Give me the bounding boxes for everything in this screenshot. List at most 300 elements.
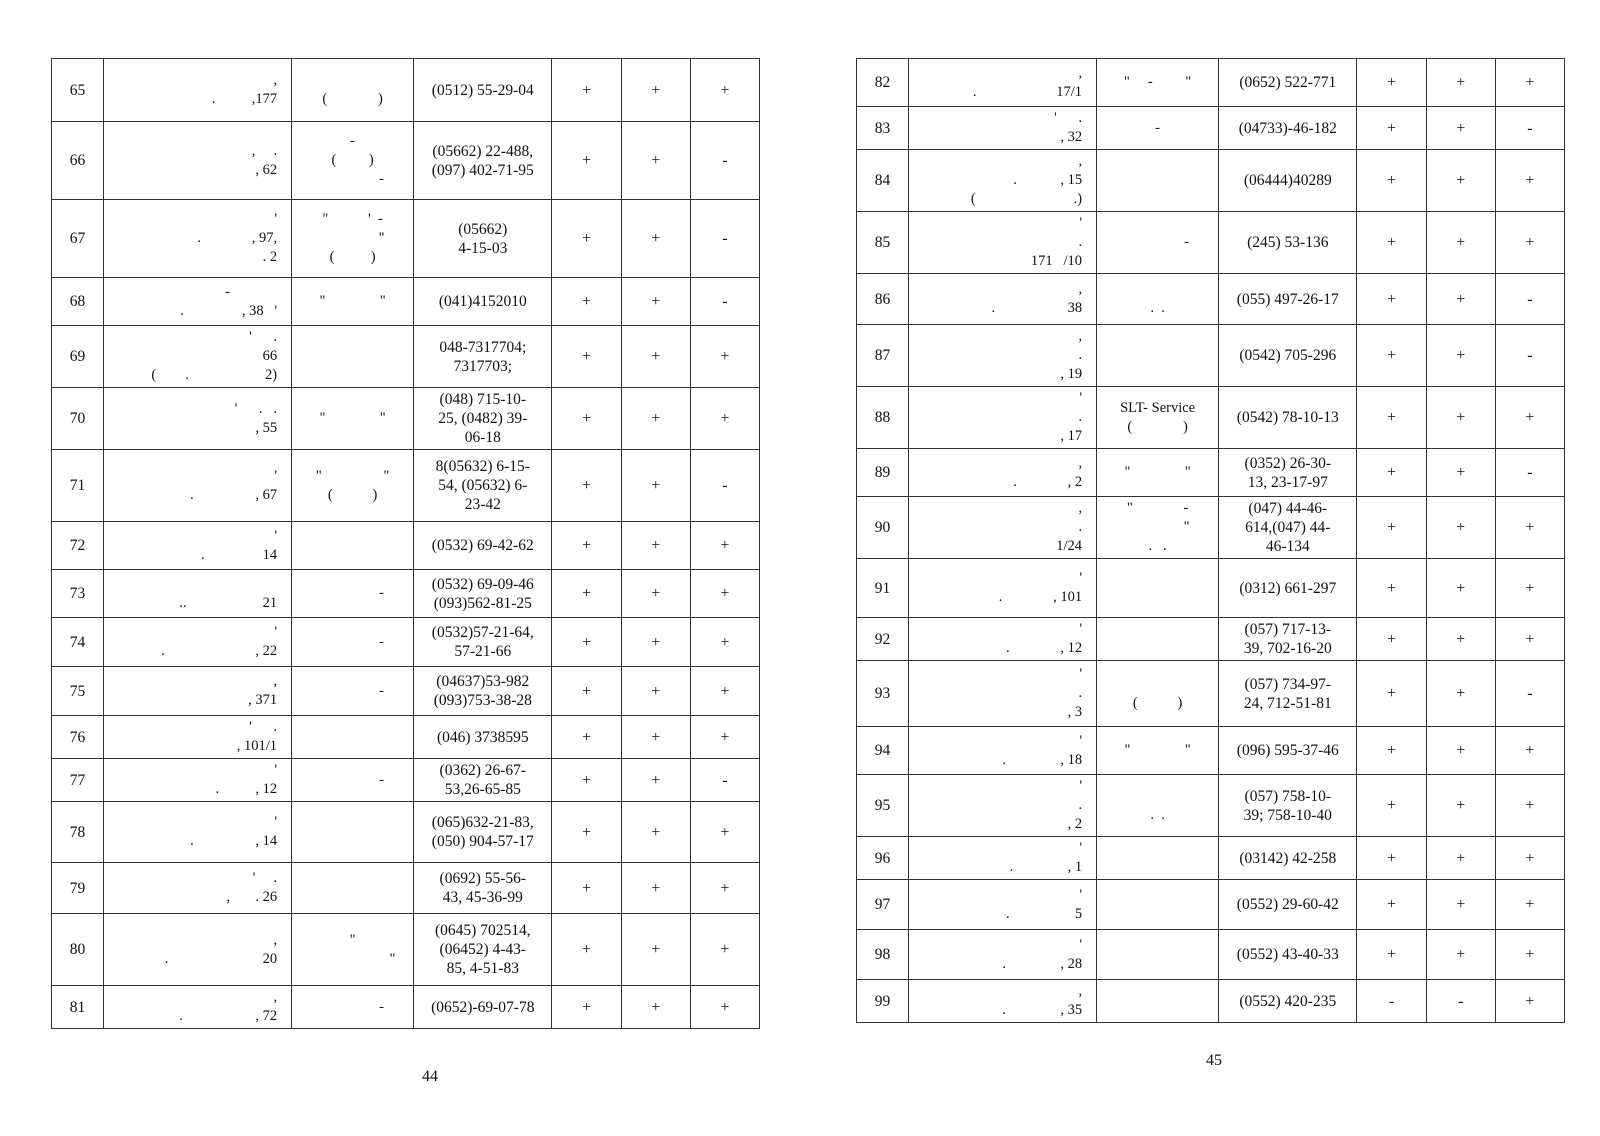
service-flag-2: + — [1426, 661, 1495, 727]
service-flag-1: + — [1357, 727, 1426, 775]
service-flag-2: + — [621, 388, 690, 450]
row-number: 89 — [857, 449, 909, 497]
company-text: ( ) — [1132, 694, 1183, 711]
table-row — [857, 497, 1565, 559]
table-row — [52, 863, 760, 914]
row-number: 99 — [857, 980, 909, 1023]
address-text: ' . , 32 — [1054, 110, 1083, 145]
phone-text: (0532)57-21-64, 57-21-66 — [431, 624, 534, 660]
service-flag-2: + — [1426, 150, 1495, 212]
phone-text: (06444)40289 — [1243, 172, 1332, 189]
phone-text: (047) 44-46- 614,(047) 44- 46-134 — [1245, 500, 1331, 555]
table-row — [857, 150, 1565, 212]
address-text: ' . , 28 — [1002, 936, 1083, 972]
company-text: ( ) — [322, 91, 383, 107]
row-number: 71 — [52, 450, 104, 522]
phone-cell — [414, 59, 552, 122]
address-text: ' . , 12 — [215, 762, 278, 797]
address-cell — [908, 727, 1096, 775]
row-number: 76 — [52, 716, 104, 759]
service-table — [856, 58, 1565, 1023]
table-body — [857, 59, 1565, 1023]
table-row — [857, 107, 1565, 150]
address-cell — [103, 667, 291, 716]
company-text: - — [321, 771, 385, 788]
service-flag-3: - — [690, 450, 759, 522]
address-text: , . , 35 — [1002, 983, 1083, 1018]
service-flag-2: + — [1426, 325, 1495, 387]
address-cell — [908, 930, 1096, 980]
phone-text: (0362) 26-67- 53,26-65-85 — [439, 762, 527, 798]
service-flag-2: + — [621, 802, 690, 863]
company-cell — [292, 200, 414, 278]
company-cell — [292, 914, 414, 986]
address-text: , . 38 — [991, 281, 1083, 316]
company-cell — [1097, 150, 1219, 212]
phone-text: (0512) 55-29-04 — [431, 81, 534, 99]
address-text: ' . , 12 — [1005, 621, 1083, 656]
phone-cell — [1219, 980, 1357, 1023]
phone-cell — [414, 450, 552, 522]
company-text: . . — [1150, 806, 1165, 823]
company-cell — [1097, 497, 1219, 559]
service-flag-3: + — [690, 618, 759, 667]
address-cell — [103, 570, 291, 618]
phone-text: (065)632-21-83, (050) 904-57-17 — [431, 814, 534, 850]
service-flag-2: + — [621, 914, 690, 986]
company-cell — [1097, 107, 1219, 150]
phone-cell — [414, 326, 552, 388]
table-row — [857, 387, 1565, 449]
company-cell — [1097, 618, 1219, 661]
company-cell — [292, 278, 414, 326]
address-cell — [103, 388, 291, 450]
table-row — [857, 449, 1565, 497]
address-text: .. 21 — [179, 594, 278, 611]
phone-cell — [1219, 150, 1357, 212]
service-flag-3: + — [690, 326, 759, 388]
address-text: , . , 19 — [1060, 328, 1083, 382]
service-flag-3: - — [690, 122, 759, 200]
address-text: , . , 15 ( .) — [970, 153, 1083, 207]
service-flag-1: + — [1357, 930, 1426, 980]
table-row — [52, 570, 760, 618]
phone-cell — [1219, 59, 1357, 107]
service-flag-1: + — [552, 570, 621, 618]
phone-text: (046) 3738595 — [436, 728, 529, 746]
row-number: 65 — [52, 59, 104, 122]
table-row — [857, 775, 1565, 837]
row-number: 93 — [857, 661, 909, 727]
address-text: ' . , 18 — [1002, 732, 1083, 768]
phone-text: (0532) 69-09-46 (093)562-81-25 — [431, 575, 534, 612]
address-cell — [908, 775, 1096, 837]
table-row — [857, 880, 1565, 930]
service-flag-3: + — [1495, 387, 1564, 449]
phone-cell — [1219, 930, 1357, 980]
service-flag-2: + — [621, 200, 690, 278]
phone-cell — [414, 522, 552, 570]
company-cell — [292, 667, 414, 716]
service-flag-3: - — [1495, 661, 1564, 727]
company-cell — [292, 122, 414, 200]
table-row — [52, 59, 760, 122]
phone-text: (055) 497-26-17 — [1236, 290, 1339, 308]
phone-text: (05662) 4-15-03 — [458, 220, 508, 257]
service-flag-1: + — [552, 667, 621, 716]
service-flag-3: + — [1495, 930, 1564, 980]
phone-cell — [414, 570, 552, 618]
phone-text: (0542) 78-10-13 — [1236, 409, 1339, 426]
service-flag-2: + — [621, 450, 690, 522]
service-flag-1: + — [1357, 880, 1426, 930]
phone-cell — [1219, 387, 1357, 449]
address-cell — [103, 863, 291, 914]
address-text: , . , 62 — [251, 142, 278, 178]
service-flag-2: + — [1426, 274, 1495, 325]
table-row — [52, 450, 760, 522]
page-number: 45 — [1206, 1052, 1222, 1069]
company-text: " ' - " ( ) — [322, 211, 385, 265]
company-text: " " — [319, 410, 386, 426]
service-flag-2: - — [1426, 980, 1495, 1023]
row-number: 66 — [52, 122, 104, 200]
address-text: - . , 38 ' — [180, 283, 278, 319]
service-flag-1: + — [552, 122, 621, 200]
address-cell — [103, 122, 291, 200]
service-flag-3: + — [690, 388, 759, 450]
service-flag-3: + — [690, 570, 759, 618]
company-text: SLT- Service ( ) — [1120, 399, 1196, 435]
address-cell — [908, 59, 1096, 107]
phone-cell — [1219, 727, 1357, 775]
service-flag-3: - — [1495, 107, 1564, 150]
service-flag-1: + — [552, 914, 621, 986]
service-flag-2: + — [1426, 559, 1495, 618]
row-number: 81 — [52, 986, 104, 1029]
company-cell — [1097, 661, 1219, 727]
address-cell — [103, 716, 291, 759]
phone-text: (04733)-46-182 — [1238, 119, 1337, 137]
company-text: - — [1126, 234, 1190, 250]
phone-text: (041)4152010 — [438, 293, 527, 310]
address-text: , . ,177 — [211, 72, 278, 107]
service-flag-3: + — [690, 716, 759, 759]
company-cell — [1097, 274, 1219, 325]
address-text: , . 1/24 — [1056, 500, 1083, 554]
phone-cell — [1219, 449, 1357, 497]
address-cell — [103, 326, 291, 388]
service-flag-2: + — [621, 618, 690, 667]
service-flag-1: + — [1357, 559, 1426, 618]
address-text: ' . , 101 — [998, 570, 1083, 605]
service-flag-1: + — [552, 716, 621, 759]
service-flag-3: + — [690, 667, 759, 716]
phone-text: (04637)53-982 (093)753-38-28 — [433, 673, 532, 709]
row-number: 85 — [857, 212, 909, 274]
table-row — [857, 59, 1565, 107]
company-text: " - " — [1123, 74, 1192, 90]
row-number: 75 — [52, 667, 104, 716]
phone-cell — [414, 122, 552, 200]
phone-cell — [1219, 107, 1357, 150]
service-flag-1: + — [1357, 775, 1426, 837]
address-cell — [103, 618, 291, 667]
table-row — [52, 759, 760, 802]
table-row — [52, 326, 760, 388]
phone-text: (096) 595-37-46 — [1236, 742, 1339, 759]
table-row — [52, 986, 760, 1029]
service-flag-1: + — [1357, 59, 1426, 107]
company-text: " " — [349, 931, 396, 967]
phone-cell — [414, 667, 552, 716]
service-flag-1: + — [552, 326, 621, 388]
service-flag-3: - — [1495, 325, 1564, 387]
service-flag-2: + — [621, 716, 690, 759]
row-number: 78 — [52, 802, 104, 863]
service-flag-3: - — [690, 200, 759, 278]
phone-text: (245) 53-136 — [1247, 234, 1329, 251]
phone-cell — [414, 759, 552, 802]
company-cell — [1097, 980, 1219, 1023]
row-number: 86 — [857, 274, 909, 325]
phone-text: (05662) 22-488, (097) 402-71-95 — [431, 142, 534, 179]
address-cell — [103, 59, 291, 122]
table-row — [52, 802, 760, 863]
phone-cell — [414, 863, 552, 914]
address-text: ' . , 3 — [1067, 666, 1083, 720]
phone-cell — [1219, 618, 1357, 661]
company-cell — [292, 59, 414, 122]
company-text: . . — [1150, 300, 1165, 316]
address-text: ' . . , 55 — [234, 400, 278, 436]
row-number: 77 — [52, 759, 104, 802]
service-flag-1: + — [552, 59, 621, 122]
service-flag-1: + — [1357, 325, 1426, 387]
service-flag-1: + — [552, 986, 621, 1029]
service-flag-1: + — [552, 863, 621, 914]
phone-cell — [1219, 661, 1357, 727]
company-text: " " — [319, 293, 386, 309]
table-row — [52, 716, 760, 759]
company-cell — [1097, 559, 1219, 618]
row-number: 83 — [857, 107, 909, 150]
address-text: ' . , 97, . 2 — [197, 211, 278, 265]
address-cell — [103, 450, 291, 522]
service-flag-2: + — [1426, 930, 1495, 980]
table-row — [857, 980, 1565, 1023]
phone-cell — [414, 986, 552, 1029]
company-cell — [292, 759, 414, 802]
service-flag-3: + — [1495, 980, 1564, 1023]
phone-cell — [1219, 559, 1357, 618]
company-cell — [1097, 449, 1219, 497]
service-flag-2: + — [621, 570, 690, 618]
row-number: 80 — [52, 914, 104, 986]
phone-text: (057) 758-10- 39; 758-10-40 — [1243, 787, 1332, 824]
phone-text: (057) 717-13- 39, 702-16-20 — [1243, 621, 1332, 657]
company-cell — [292, 863, 414, 914]
company-cell — [292, 570, 414, 618]
company-text: - — [1155, 119, 1161, 136]
address-cell — [908, 212, 1096, 274]
service-flag-1: + — [552, 522, 621, 570]
address-text: ' . , . 26 — [226, 870, 278, 905]
phone-text: (0542) 705-296 — [1239, 347, 1337, 364]
company-cell — [292, 618, 414, 667]
service-flag-3: - — [690, 278, 759, 326]
service-flag-2: + — [621, 986, 690, 1029]
table-body — [52, 59, 760, 1029]
page-number: 44 — [422, 1068, 438, 1085]
address-cell — [908, 497, 1096, 559]
phone-cell — [414, 200, 552, 278]
phone-text: (0552) 43-40-33 — [1236, 946, 1339, 963]
company-cell — [292, 986, 414, 1029]
phone-cell — [1219, 497, 1357, 559]
phone-cell — [414, 914, 552, 986]
company-cell — [292, 388, 414, 450]
phone-text: (048) 715-10- 25, (0482) 39- 06-18 — [438, 391, 528, 446]
table-row — [857, 274, 1565, 325]
company-cell — [1097, 59, 1219, 107]
service-flag-2: + — [1426, 59, 1495, 107]
row-number: 90 — [857, 497, 909, 559]
company-cell — [292, 802, 414, 863]
address-cell — [103, 278, 291, 326]
table-row — [52, 522, 760, 570]
address-cell — [908, 150, 1096, 212]
service-flag-2: + — [621, 759, 690, 802]
company-text: " - " . . — [1126, 500, 1190, 554]
service-flag-1: + — [1357, 387, 1426, 449]
service-flag-2: + — [1426, 212, 1495, 274]
table-row — [52, 388, 760, 450]
service-table — [51, 58, 760, 1029]
service-flag-3: + — [1495, 727, 1564, 775]
phone-text: (0652)-69-07-78 — [431, 998, 535, 1016]
service-flag-2: + — [1426, 387, 1495, 449]
page-left — [51, 58, 760, 1088]
phone-cell — [1219, 837, 1357, 880]
phone-text: 048-7317704; 7317703; — [439, 338, 527, 375]
service-flag-3: + — [1495, 837, 1564, 880]
service-flag-1: + — [552, 450, 621, 522]
row-number: 79 — [52, 863, 104, 914]
service-flag-1: + — [1357, 618, 1426, 661]
service-flag-1: + — [1357, 107, 1426, 150]
table-row — [857, 618, 1565, 661]
table-row — [857, 727, 1565, 775]
company-cell — [1097, 880, 1219, 930]
company-text: - — [321, 682, 385, 699]
service-flag-3: - — [1495, 274, 1564, 325]
company-text: - — [321, 633, 385, 650]
address-cell — [908, 107, 1096, 150]
address-text: ' . , 1 — [1009, 840, 1083, 875]
address-cell — [103, 759, 291, 802]
service-flag-2: + — [621, 326, 690, 388]
table-row — [857, 559, 1565, 618]
company-cell — [1097, 325, 1219, 387]
address-text: , , 371 — [248, 673, 278, 708]
company-text: " " — [1124, 464, 1191, 480]
address-text: , . 17/1 — [972, 64, 1083, 100]
page-right — [856, 58, 1565, 1088]
table-row — [52, 278, 760, 326]
service-flag-1: + — [1357, 150, 1426, 212]
address-text: ' . , 22 — [161, 624, 278, 659]
address-text: , . , 2 — [1013, 454, 1083, 490]
service-flag-2: + — [621, 59, 690, 122]
address-text: ' . 14 — [200, 527, 278, 563]
service-flag-3: + — [690, 59, 759, 122]
service-flag-1: + — [1357, 497, 1426, 559]
address-text: , . , 72 — [179, 989, 278, 1024]
service-flag-1: + — [1357, 212, 1426, 274]
row-number: 94 — [857, 727, 909, 775]
address-cell — [103, 914, 291, 986]
phone-cell — [414, 716, 552, 759]
phone-text: 8(05632) 6-15- 54, (05632) 6- 23-42 — [435, 458, 530, 513]
service-flag-1: + — [1357, 837, 1426, 880]
phone-text: (0645) 702514, (06452) 4-43- 85, 4-51-83 — [435, 922, 531, 977]
service-flag-3: + — [1495, 559, 1564, 618]
address-cell — [908, 449, 1096, 497]
company-text: - ( ) - — [331, 133, 385, 187]
service-flag-2: + — [621, 122, 690, 200]
row-number: 68 — [52, 278, 104, 326]
company-cell — [292, 716, 414, 759]
row-number: 87 — [857, 325, 909, 387]
service-flag-3: - — [690, 759, 759, 802]
service-flag-1: + — [552, 802, 621, 863]
service-flag-2: + — [1426, 107, 1495, 150]
service-flag-3: - — [1495, 449, 1564, 497]
row-number: 82 — [857, 59, 909, 107]
service-flag-2: + — [621, 278, 690, 326]
service-flag-3: + — [1495, 880, 1564, 930]
address-text: ' . , 17 — [1060, 390, 1083, 444]
service-flag-2: + — [1426, 497, 1495, 559]
service-flag-2: + — [1426, 727, 1495, 775]
address-text: ' . , 67 — [190, 467, 278, 503]
phone-cell — [1219, 212, 1357, 274]
row-number: 96 — [857, 837, 909, 880]
row-number: 73 — [52, 570, 104, 618]
address-cell — [908, 980, 1096, 1023]
phone-cell — [1219, 274, 1357, 325]
service-flag-1: + — [552, 759, 621, 802]
address-cell — [908, 387, 1096, 449]
address-text: , . 20 — [164, 931, 278, 967]
company-cell — [1097, 387, 1219, 449]
service-flag-1: + — [1357, 661, 1426, 727]
table-row — [857, 212, 1565, 274]
row-number: 69 — [52, 326, 104, 388]
company-cell — [292, 450, 414, 522]
service-flag-3: + — [690, 914, 759, 986]
phone-cell — [1219, 775, 1357, 837]
phone-cell — [414, 388, 552, 450]
table-row — [857, 661, 1565, 727]
row-number: 98 — [857, 930, 909, 980]
company-cell — [292, 326, 414, 388]
row-number: 91 — [857, 559, 909, 618]
address-cell — [103, 802, 291, 863]
service-flag-2: + — [1426, 449, 1495, 497]
phone-cell — [414, 802, 552, 863]
